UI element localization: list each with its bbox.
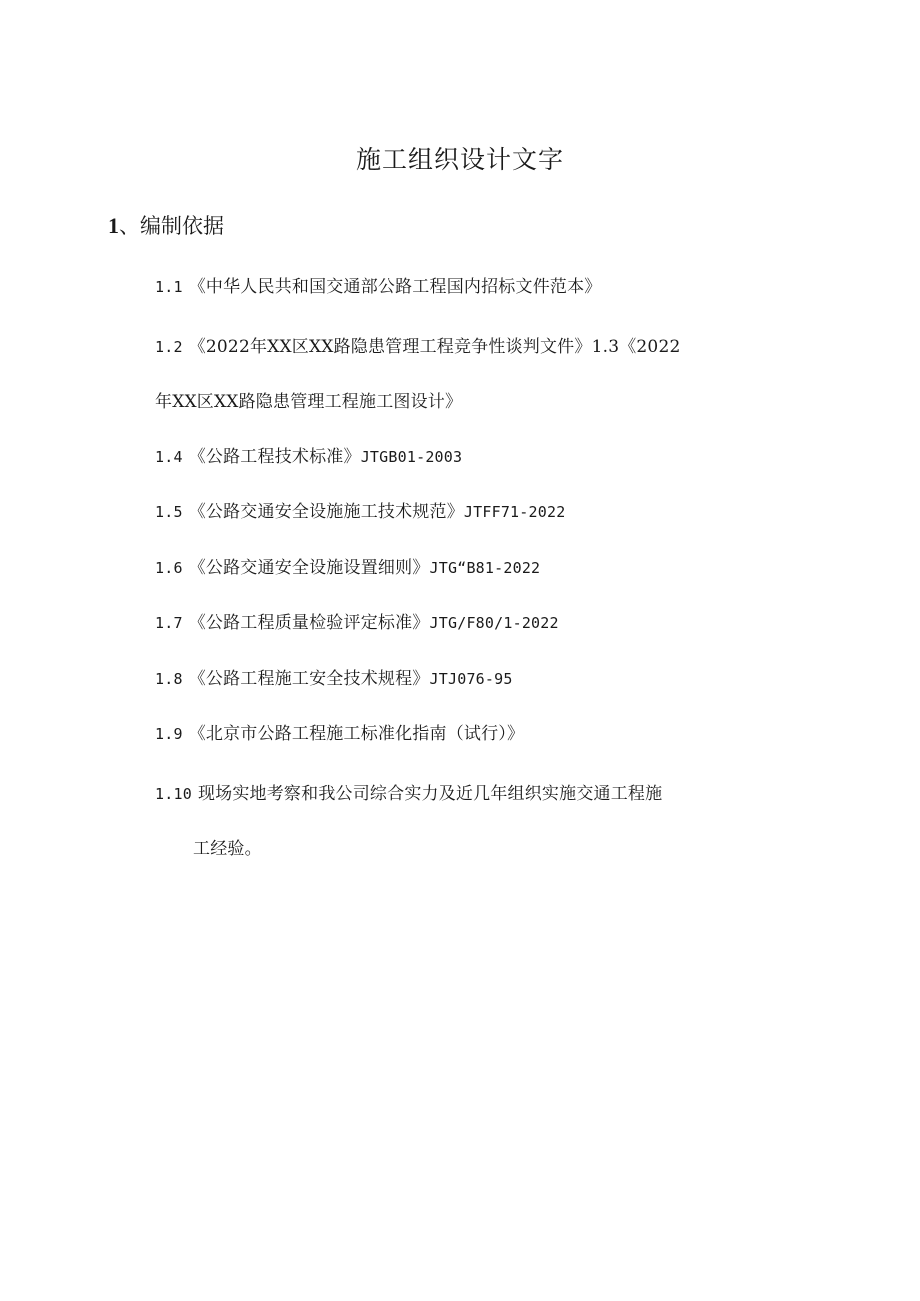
- item-text: 《公路工程技术标准》: [188, 447, 361, 467]
- item-text: 工经验。: [193, 839, 262, 859]
- item-text: 《公路交通安全设施设置细则》: [188, 558, 430, 578]
- item-number: 1.9: [155, 725, 183, 743]
- list-item: [155, 442, 462, 467]
- list-item: [155, 608, 559, 633]
- list-item: [155, 272, 602, 297]
- item-text: 《2022年XX区XX路隐患管理工程竞争性谈判文件》1.3《2022: [188, 337, 681, 357]
- item-text: 《北京市公路工程施工标准化指南（试行）》: [188, 724, 525, 744]
- list-item: [155, 719, 524, 744]
- list-item-continuation: [155, 387, 462, 412]
- item-number: 1.4: [155, 448, 183, 466]
- item-text: 年XX区XX路隐患管理工程施工图设计》: [155, 392, 463, 412]
- standard-code: JTJ076-95: [429, 670, 513, 688]
- section-number: 1: [108, 213, 119, 238]
- item-text: 现场实地考察和我公司综合实力及近几年组织实施交通工程施: [197, 784, 663, 804]
- item-number: 1.5: [155, 503, 183, 521]
- item-number: 1.1: [155, 278, 183, 296]
- standard-code: JTG“B81-2022: [429, 559, 541, 577]
- item-number: 1.6: [155, 559, 183, 577]
- list-item: [155, 332, 680, 357]
- item-text: 《公路工程质量检验评定标准》: [188, 613, 430, 633]
- item-number: 1.7: [155, 614, 183, 632]
- list-item: [155, 664, 513, 689]
- standard-code: JTGB01-2003: [360, 448, 463, 466]
- list-item: [155, 553, 540, 578]
- section-title: 编制依据: [140, 214, 224, 238]
- list-item-continuation: [193, 834, 262, 859]
- list-item: [155, 497, 565, 522]
- section-heading: [108, 210, 224, 240]
- item-text: 《中华人民共和国交通部公路工程国内招标文件范本》: [188, 277, 602, 297]
- document-title: 施工组织设计文字: [355, 145, 564, 174]
- standard-code: JTG/F80/1-2022: [429, 614, 559, 632]
- item-text: 《公路工程施工安全技术规程》: [188, 669, 430, 689]
- list-item: [155, 779, 662, 804]
- item-number: 1.8: [155, 670, 183, 688]
- section-separator: 、: [119, 214, 140, 238]
- item-text: 《公路交通安全设施施工技术规范》: [188, 502, 464, 522]
- item-number: 1.2: [155, 338, 183, 356]
- standard-code: JTFF71-2022: [463, 503, 566, 521]
- item-number: 1.10: [155, 785, 192, 803]
